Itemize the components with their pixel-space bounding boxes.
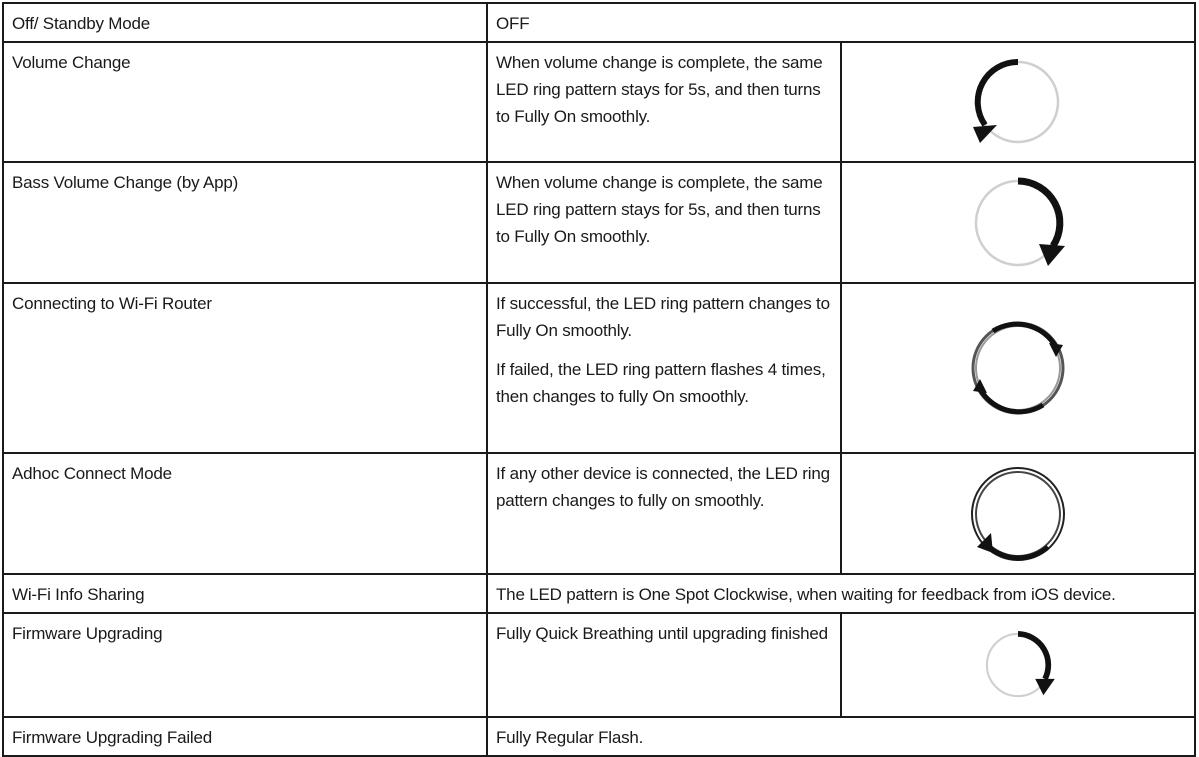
led-pattern-table [2, 2, 1196, 757]
description-cell: When volume change is complete, the same LED ring pattern stays for 5s, and then turns to Fully On smoothly. [487, 42, 841, 162]
mode-cell: Connecting to Wi-Fi Router [3, 283, 487, 453]
mode-cell: Bass Volume Change (by App) [3, 162, 487, 283]
table-row [3, 453, 1195, 574]
description-cell [487, 283, 841, 453]
table-row [3, 162, 1195, 283]
description-cell: When volume change is complete, the same LED ring pattern stays for 5s, and then turns to Fully On smoothly. [487, 162, 841, 283]
led-ring-double-ring-arrow-icon [963, 459, 1073, 569]
mode-cell: Firmware Upgrading Failed [3, 717, 487, 756]
pattern-icon-cell [841, 42, 1195, 162]
mode-cell: Adhoc Connect Mode [3, 453, 487, 574]
led-ring-rotating-arrows-icon [963, 313, 1073, 423]
table-row [3, 717, 1195, 756]
pattern-icon-cell [841, 283, 1195, 453]
table-row [3, 613, 1195, 717]
pattern-icon-cell [841, 162, 1195, 283]
mode-cell: Firmware Upgrading [3, 613, 487, 717]
led-ring-counterclockwise-arc-icon [963, 47, 1073, 157]
description-cell: Fully Regular Flash. [487, 717, 1195, 756]
description-cell: The LED pattern is One Spot Clockwise, when waiting for feedback from iOS device. [487, 574, 1195, 613]
led-ring-small-clockwise-arc-icon [973, 620, 1063, 710]
pattern-icon-cell [841, 453, 1195, 574]
table-row [3, 283, 1195, 453]
mode-cell: Wi-Fi Info Sharing [3, 574, 487, 613]
table-row [3, 42, 1195, 162]
pattern-icon-cell [841, 613, 1195, 717]
led-ring-clockwise-arc-icon [963, 168, 1073, 278]
mode-cell: Off/ Standby Mode [3, 3, 487, 42]
description-cell: OFF [487, 3, 1195, 42]
description-success: If successful, the LED ring pattern changes to Fully On smoothly. [496, 294, 830, 340]
description-cell: Fully Quick Breathing until upgrading finished [487, 613, 841, 717]
table-row [3, 574, 1195, 613]
mode-cell: Volume Change [3, 42, 487, 162]
description-cell: If any other device is connected, the LED ring pattern changes to fully on smoothly. [487, 453, 841, 574]
description-failure: If failed, the LED ring pattern flashes 4 times, then changes to fully On smoothly. [496, 360, 826, 406]
table-row [3, 3, 1195, 42]
